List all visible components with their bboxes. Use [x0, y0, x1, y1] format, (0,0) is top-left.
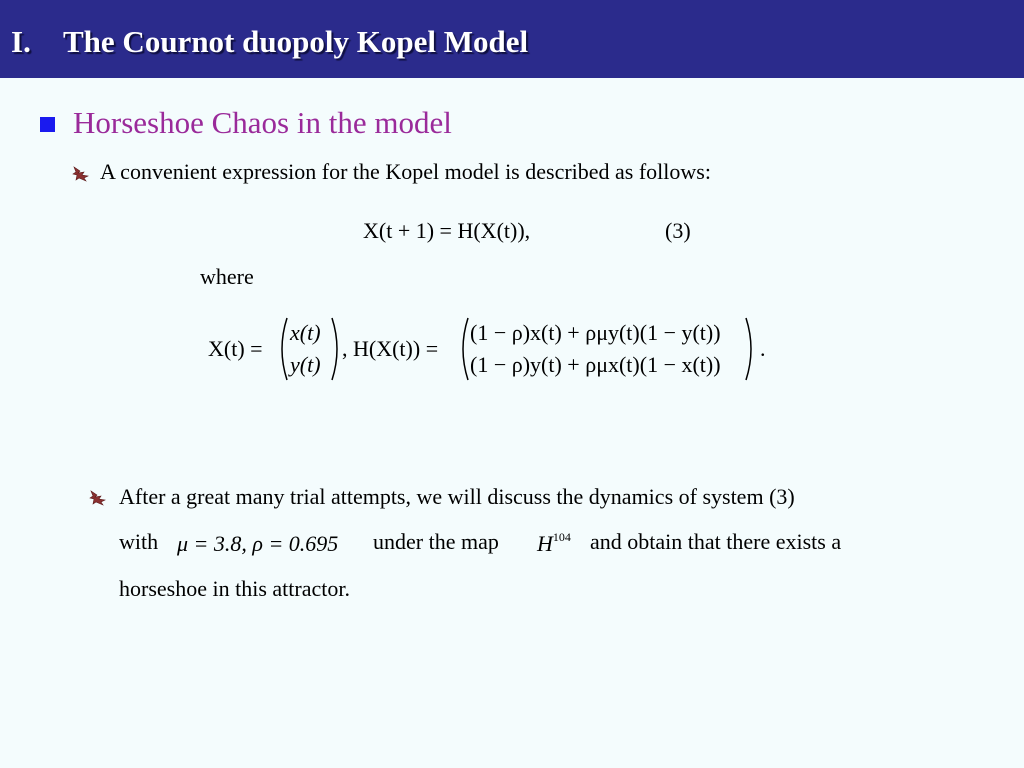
bullet-text-line1: After a great many trial attempts, we will discuss the dynamics of system (3) [119, 484, 795, 509]
map-h104: $H^{104}$ [537, 530, 571, 556]
slide-title: The Cournot duopoly Kopel Model [63, 24, 529, 59]
title-number: I. [11, 24, 31, 59]
bullet-text-kopel-expression: A convenient expression for the Kopel model is described as follows: [100, 159, 711, 184]
h-lhs: , H(X(t)) = [342, 336, 439, 361]
ornament-bullet-icon [72, 166, 90, 182]
parameters-equation: μ = 3.8, ρ = 0.695 [177, 531, 339, 556]
section-heading: Horseshoe Chaos in the model [73, 105, 452, 140]
vector-top: x(t) [290, 320, 321, 345]
bullet-text-under-map: under the map [373, 529, 499, 554]
bullet-text-line3: horseshoe in this attractor. [119, 576, 350, 601]
h-top: (1 − ρ)x(t) + ρμy(t)(1 − y(t)) [470, 320, 721, 345]
period: . [760, 336, 766, 361]
bullet-text-with: with [119, 529, 159, 554]
left-paren-icon [456, 316, 470, 382]
equation-3: X(t + 1) = H(X(t)), [363, 218, 531, 243]
right-paren-icon [744, 316, 758, 382]
vector-equation [208, 316, 768, 382]
h-bottom: (1 − ρ)y(t) + ρμx(t)(1 − x(t)) [470, 352, 721, 377]
square-bullet-icon [40, 117, 55, 132]
vector-bottom: y(t) [290, 352, 321, 377]
bullet-text-obtain: and obtain that there exists a [590, 529, 842, 554]
equation-number: (3) [665, 218, 691, 243]
vector-lhs: X(t) = [208, 336, 263, 361]
where-label: where [200, 264, 254, 289]
left-paren-icon [275, 316, 289, 382]
ornament-bullet-icon [89, 490, 107, 506]
